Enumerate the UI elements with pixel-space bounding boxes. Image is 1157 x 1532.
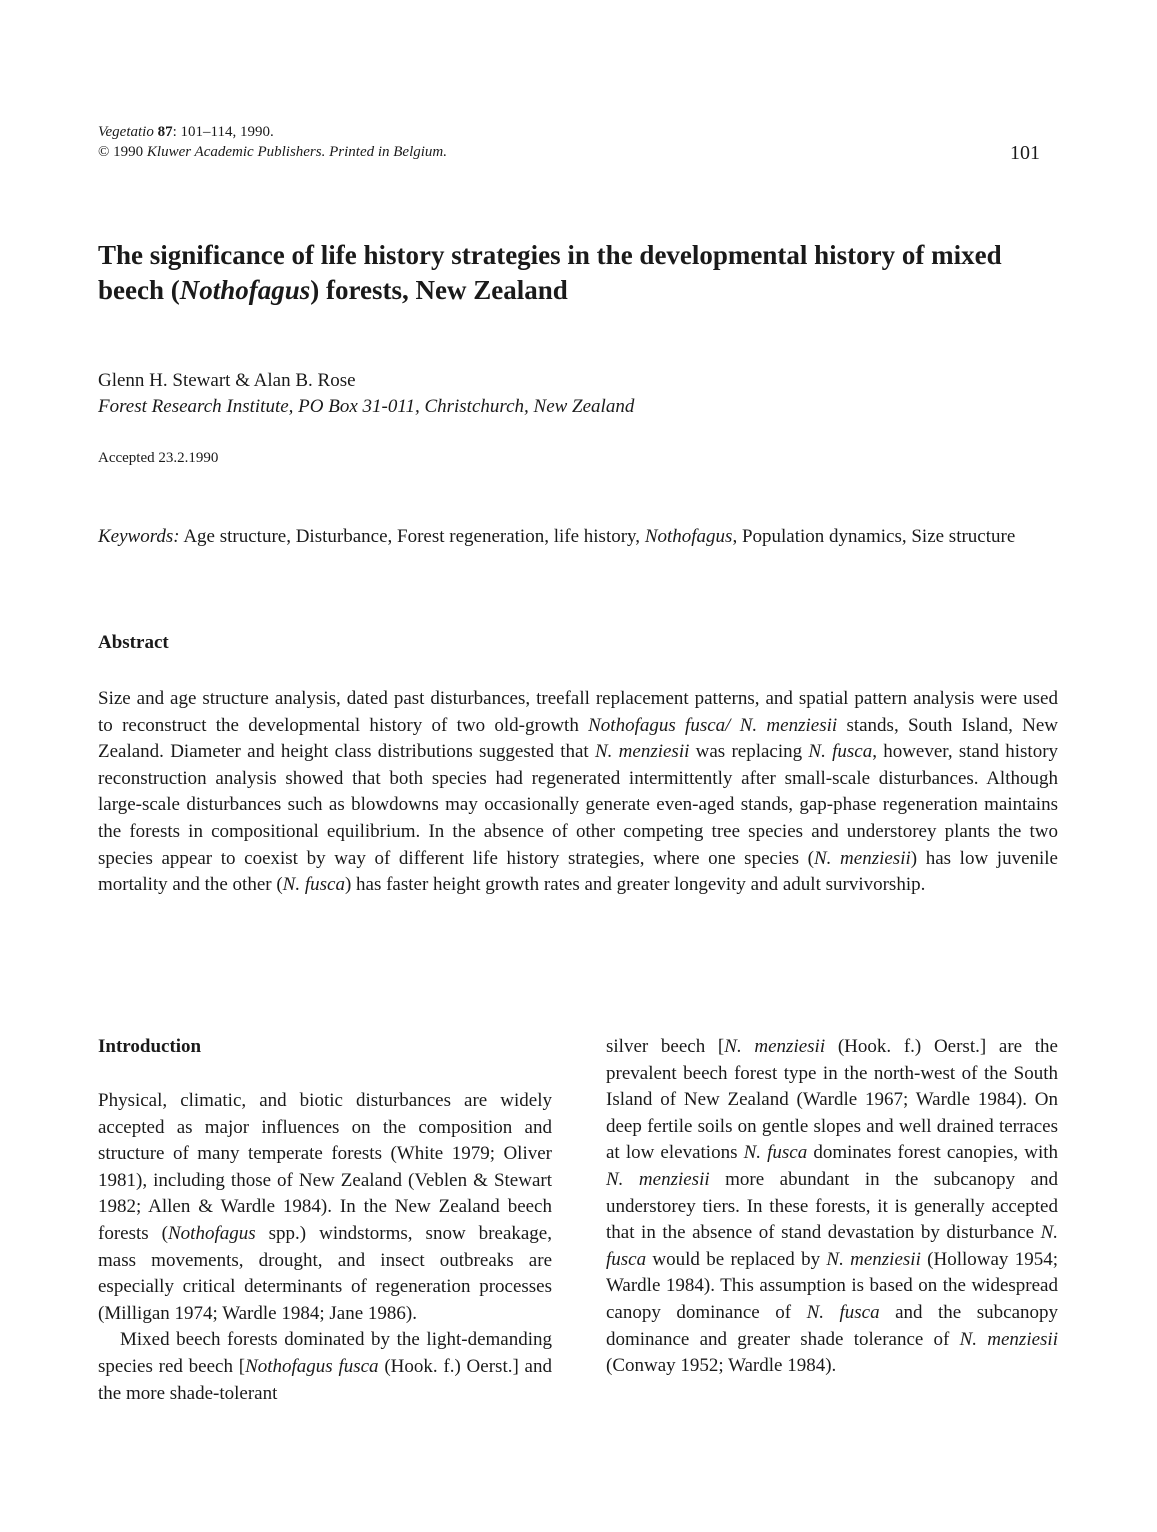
intro-text: (Hook. f.) Oerst.] are the prevalent beech forest type in the north-west of the South Island of New Zealand (Wardle 1967; Wardle 1984). On deep fertile soils on gentle slopes and well drained terraces at low elevations bbox=[606, 1036, 1058, 1164]
abstract-heading: Abstract bbox=[98, 632, 169, 653]
journal-line bbox=[98, 122, 447, 142]
journal-name: Vegetatio bbox=[98, 124, 154, 140]
article-title bbox=[98, 238, 1058, 308]
copyright-year: 1990 bbox=[113, 144, 144, 160]
intro-species: Nothofagus bbox=[168, 1222, 256, 1244]
keywords-genus: Nothofagus bbox=[644, 526, 733, 547]
publisher: Kluwer Academic Publishers. Printed in Belgium. bbox=[146, 144, 448, 160]
intro-text: more abundant in the subcanopy and understorey tiers. In these forests, it is generally accepted that in the absence of stand devastation by disturbance bbox=[606, 1168, 1058, 1244]
intro-text: and the subcanopy dominance and greater shade tolerance of bbox=[606, 1301, 1058, 1350]
intro-species: N. fusca bbox=[743, 1142, 808, 1164]
intro-text: silver beech [ bbox=[606, 1036, 725, 1057]
intro-species: N. fusca bbox=[806, 1301, 880, 1323]
intro-text: spp.) windstorms, snow breakage, mass movements, drought, and insect outbreaks are especially critical determinants of regeneration processes (Milligan 1974; Wardle 1984; Jane 1986). bbox=[98, 1222, 552, 1324]
affiliation: Forest Research Institute, PO Box 31-011, Christchurch, New Zealand bbox=[98, 396, 635, 417]
accepted-date: Accepted 23.2.1990 bbox=[98, 450, 219, 466]
intro-species: N. menziesii bbox=[606, 1168, 710, 1190]
abstract-text: was replacing bbox=[689, 741, 809, 763]
intro-paragraph-2-cont bbox=[606, 1034, 1058, 1380]
keywords-label: Keywords: bbox=[98, 526, 180, 547]
abstract-text: Size and age structure analysis, dated past disturbances, treefall replacement patterns, and spatial pattern analysis were used to reconstruct the developmental history of two old-growth bbox=[98, 688, 1058, 736]
intro-species: N. fusca bbox=[606, 1222, 1058, 1270]
keywords bbox=[98, 524, 1058, 550]
copyright-symbol: © bbox=[98, 144, 110, 160]
authors: Glenn H. Stewart & Alan B. Rose bbox=[98, 370, 356, 391]
intro-species: Nothofagus fusca bbox=[245, 1355, 379, 1377]
intro-paragraph-1 bbox=[98, 1088, 552, 1327]
abstract-species: N. fusca bbox=[282, 874, 345, 896]
abstract-text: , however, stand history reconstruction analysis showed that both species had regenerated intermittently after small-scale disturbances. Although large-scale disturbances such as blowdowns may occasionally generate even-aged stands, gap-phase regeneration maintains the forests in compositional equilibrium. In the absence of other competing tree species and understorey plants the two species appear to coexist by way of different life history strategies, where one species ( bbox=[98, 741, 1059, 869]
journal-volume: 87 bbox=[157, 124, 173, 140]
title-genus: Nothofagus bbox=[179, 275, 311, 305]
abstract-text: ) has faster height growth rates and greater longevity and adult survivorship. bbox=[344, 874, 926, 896]
introduction-heading: Introduction bbox=[98, 1036, 202, 1057]
abstract-body bbox=[98, 686, 1058, 899]
intro-text: (Holloway 1954; Wardle 1984). This assumption is based on the widespread canopy dominance of bbox=[606, 1248, 1058, 1323]
intro-paragraph-2-start bbox=[98, 1327, 552, 1407]
journal-citation bbox=[98, 122, 447, 162]
abstract-species: N. menziesii bbox=[594, 741, 690, 763]
intro-text: dominates forest canopies, with bbox=[807, 1142, 1059, 1164]
intro-text: (Hook. f.) Oerst.] and the more shade-tolerant bbox=[98, 1355, 552, 1404]
intro-text: (Conway 1952; Wardle 1984). bbox=[606, 1355, 837, 1377]
copyright-line bbox=[98, 142, 447, 162]
intro-text: would be replaced by bbox=[646, 1248, 827, 1270]
intro-right-column bbox=[606, 1034, 1058, 1380]
intro-species: N. menziesii bbox=[826, 1248, 921, 1270]
abstract-species: N. menziesii bbox=[814, 847, 911, 869]
intro-species: N. menziesii bbox=[724, 1036, 826, 1057]
abstract-text: stands, South Island, New Zealand. Diameter and height class distributions suggested that bbox=[98, 714, 1058, 763]
keywords-after: , Population dynamics, Size structure bbox=[732, 526, 1016, 547]
title-part2: ) forests, New Zealand bbox=[310, 275, 568, 305]
intro-text: Mixed beech forests dominated by the light-demanding species red beech [ bbox=[98, 1329, 552, 1377]
intro-left-column bbox=[98, 1034, 552, 1407]
journal-pages-year: : 101–114, 1990. bbox=[172, 124, 274, 140]
intro-species: N. menziesii bbox=[959, 1328, 1058, 1350]
title-part1: The significance of life history strategies in the developmental history of mixed beech ( bbox=[98, 240, 1002, 305]
intro-text: Physical, climatic, and biotic disturbances are widely accepted as major influences on the composition and structure of many temperate forests (White 1979; Oliver 1981), including those of New Zealand (Veblen & Stewart 1982; Allen & Wardle 1984). In the New Zealand beech forests ( bbox=[98, 1090, 552, 1244]
abstract-species: N. fusca bbox=[808, 741, 873, 763]
keywords-before: Age structure, Disturbance, Forest regeneration, life history, bbox=[179, 526, 645, 547]
abstract-text: ) has low juvenile mortality and the other ( bbox=[98, 847, 1058, 896]
abstract-species: Nothofagus fusca/ N. menziesii bbox=[588, 714, 838, 736]
page-number: 101 bbox=[1010, 142, 1040, 164]
